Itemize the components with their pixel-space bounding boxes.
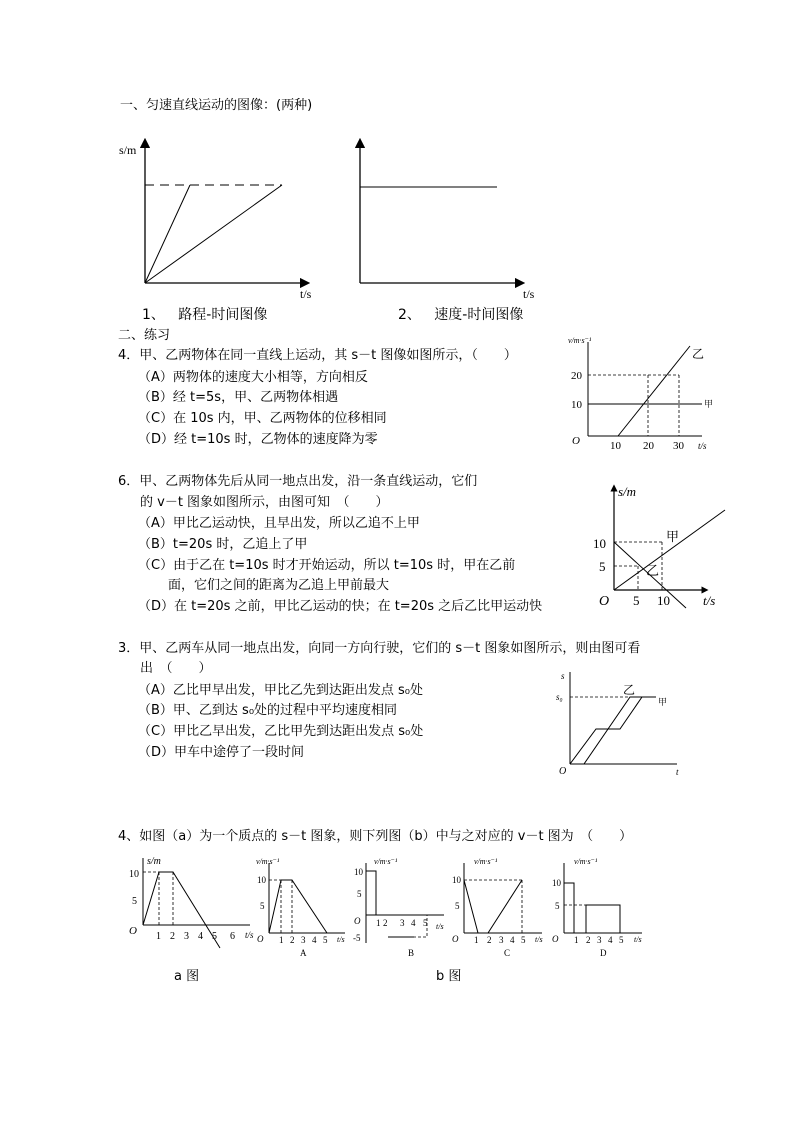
q4-option-a: （A）两物体的速度大小相等，方向相反 <box>138 370 368 385</box>
svg-text:C: C <box>504 948 511 958</box>
q3-option-c: （C）甲比乙早出发，乙比甲先到达距出发点 s₀处 <box>138 724 424 739</box>
svg-text:10: 10 <box>593 536 606 551</box>
svg-text:5: 5 <box>357 889 362 899</box>
svg-text:5: 5 <box>599 559 606 574</box>
svg-text:v/m·s⁻¹: v/m·s⁻¹ <box>474 857 498 866</box>
svg-text:3: 3 <box>499 935 504 945</box>
q3-figure <box>552 664 692 779</box>
svg-text:2: 2 <box>586 935 591 945</box>
svg-text:乙: 乙 <box>692 347 705 361</box>
svg-text:t/s: t/s <box>535 935 543 944</box>
svg-text:5: 5 <box>619 935 624 945</box>
svg-text:乙: 乙 <box>646 564 660 579</box>
svg-text:s: s <box>561 671 565 681</box>
svg-text:t/s: t/s <box>337 935 345 944</box>
svg-text:t/s: t/s <box>245 930 254 940</box>
shallow-line <box>145 185 282 283</box>
svg-text:O: O <box>552 934 559 944</box>
q4-option-c: （C）在 10s 内，甲、乙两物体的位移相同 <box>138 411 387 426</box>
svg-text:2: 2 <box>383 918 388 928</box>
q6-figure <box>590 478 735 613</box>
svg-text:5: 5 <box>455 901 460 911</box>
svg-text:1: 1 <box>574 935 579 945</box>
svg-text:t/s: t/s <box>436 922 444 931</box>
x-axis-label: t/s <box>300 287 312 301</box>
svg-text:10: 10 <box>571 399 582 411</box>
svg-text:10: 10 <box>257 875 266 885</box>
q4-option-d: （D）经 t=10s 时，乙物体的速度降为零 <box>138 432 378 447</box>
svg-text:5: 5 <box>260 901 265 911</box>
svg-text:5: 5 <box>323 935 328 945</box>
svg-text:10: 10 <box>657 593 670 608</box>
svg-text:O: O <box>354 916 361 926</box>
svg-text:30: 30 <box>673 440 684 452</box>
svg-text:10: 10 <box>552 878 561 888</box>
svg-text:t: t <box>676 767 679 777</box>
line-jia <box>614 510 725 590</box>
q4-figure <box>562 332 732 457</box>
svg-text:B: B <box>408 948 415 958</box>
svg-text:3: 3 <box>184 931 189 942</box>
svg-text:5: 5 <box>212 931 217 942</box>
svg-text:10: 10 <box>354 867 363 877</box>
svg-text:O: O <box>599 594 610 609</box>
svg-text:-5: -5 <box>353 933 361 943</box>
caption-a: a 图 <box>174 969 200 984</box>
svg-text:O: O <box>559 766 567 777</box>
q6-stem-2: 的 v－t 图象如图所示，由图可知 （ ） <box>140 495 389 510</box>
q6-option-b: （B）t=20s 时，乙追上了甲 <box>138 537 308 552</box>
svg-text:A: A <box>300 948 307 958</box>
svg-text:5: 5 <box>633 593 640 608</box>
svg-text:4: 4 <box>312 935 317 945</box>
svg-text:1: 1 <box>156 931 161 942</box>
q6-stem-1: 6．甲、乙两物体先后从同一地点出发，沿一条直线运动，它们 <box>118 474 478 489</box>
svg-text:2: 2 <box>170 931 175 942</box>
q6-option-c: （C）由于乙在 t=10s 时才开始运动，所以 t=10s 时，甲在乙前 <box>138 558 516 573</box>
svg-text:乙: 乙 <box>623 683 636 697</box>
svg-text:2: 2 <box>290 935 295 945</box>
svg-text:20: 20 <box>571 370 582 382</box>
svg-text:t/s: t/s <box>698 441 707 451</box>
svg-text:v/m·s⁻¹: v/m·s⁻¹ <box>574 857 598 866</box>
svg-text:t/s: t/s <box>634 935 642 944</box>
svg-text:D: D <box>600 948 607 958</box>
caption-b: b 图 <box>436 969 462 984</box>
q3-option-b: （B）甲、乙到达 s₀处的过程中平均速度相同 <box>138 703 398 718</box>
section2-title: 二、练习 <box>118 328 171 343</box>
svg-text:s/m: s/m <box>618 484 637 499</box>
q3-stem-2: 出 （ ） <box>140 661 212 676</box>
svg-text:4: 4 <box>411 918 416 928</box>
svg-text:2: 2 <box>487 935 492 945</box>
steep-line <box>145 185 190 283</box>
svg-text:s/m: s/m <box>147 856 161 867</box>
svg-text:4: 4 <box>608 935 613 945</box>
q4-stem: 4．甲、乙两物体在同一直线上运动，其 s－t 图像如图所示，（ ） <box>118 348 517 363</box>
graph2-caption: 2、 速度-时间图像 <box>398 307 524 323</box>
q6-option-c-cont: 面，它们之间的距离为乙追上甲前最大 <box>168 578 390 593</box>
distance-time-graph <box>110 135 325 300</box>
q4b-stem: 4、如图（a）为一个质点的 s－t 图象，则下列图（b）中与之对应的 v－t 图为 （ ） <box>118 829 633 844</box>
choice-d-figure <box>550 855 650 960</box>
svg-text:1: 1 <box>474 935 479 945</box>
svg-text:10: 10 <box>452 875 461 885</box>
svg-text:10: 10 <box>129 869 139 880</box>
graph1-caption: 1、 路程-时间图像 <box>142 307 268 323</box>
svg-text:20: 20 <box>643 440 654 452</box>
choice-c-figure <box>450 855 550 960</box>
svg-text:s₀: s₀ <box>556 692 563 702</box>
line-yi <box>570 697 642 764</box>
q3-option-d: （D）甲车中途停了一段时间 <box>138 745 305 760</box>
svg-text:5: 5 <box>521 935 526 945</box>
svg-text:O: O <box>452 934 459 944</box>
svg-text:甲: 甲 <box>666 530 680 545</box>
svg-text:1: 1 <box>376 918 381 928</box>
svg-text:v/m·s⁻¹: v/m·s⁻¹ <box>568 336 592 345</box>
svg-text:O: O <box>257 934 264 944</box>
svg-text:O: O <box>572 435 580 447</box>
q6-option-a: （A）甲比乙运动快，且早出发，所以乙追不上甲 <box>138 516 420 531</box>
svg-text:v/m·s⁻¹: v/m·s⁻¹ <box>374 857 398 866</box>
svg-text:1: 1 <box>279 935 284 945</box>
q4-option-b: （B）经 t=5s，甲、乙两物体相遇 <box>138 390 339 405</box>
svg-text:v/m·s⁻¹: v/m·s⁻¹ <box>256 857 280 866</box>
svg-text:3: 3 <box>301 935 306 945</box>
q6-option-d: （D）在 t=20s 之前，甲比乙运动的快；在 t=20s 之后乙比甲运动快 <box>138 599 543 614</box>
svg-text:5: 5 <box>132 896 137 907</box>
svg-text:3: 3 <box>597 935 602 945</box>
q4b-figure-a <box>125 850 270 950</box>
svg-text:6: 6 <box>230 931 235 942</box>
section1-title: 一、匀速直线运动的图像：(两种) <box>120 98 313 113</box>
velocity-time-graph <box>330 135 545 300</box>
y-axis-label: s/m <box>119 143 137 157</box>
svg-text:甲: 甲 <box>704 400 714 410</box>
svg-text:4: 4 <box>510 935 515 945</box>
svg-text:10: 10 <box>610 440 621 452</box>
x-axis-label: t/s <box>523 287 535 301</box>
svg-text:t/s: t/s <box>703 593 716 608</box>
svg-text:5: 5 <box>423 918 428 928</box>
choice-b-figure <box>352 855 452 960</box>
q3-option-a: （A）乙比甲早出发，甲比乙先到达距出发点 s₀处 <box>138 683 424 698</box>
choice-a-figure <box>255 855 355 960</box>
svg-text:O: O <box>129 925 137 937</box>
q3-stem-1: 3．甲、乙两车从同一地点出发，向同一方向行驶，它们的 s－t 图象如图所示，则由图可看 <box>118 641 641 656</box>
svg-text:5: 5 <box>555 901 560 911</box>
svg-text:甲: 甲 <box>658 698 668 708</box>
svg-text:3: 3 <box>400 918 405 928</box>
svg-text:4: 4 <box>198 931 203 942</box>
